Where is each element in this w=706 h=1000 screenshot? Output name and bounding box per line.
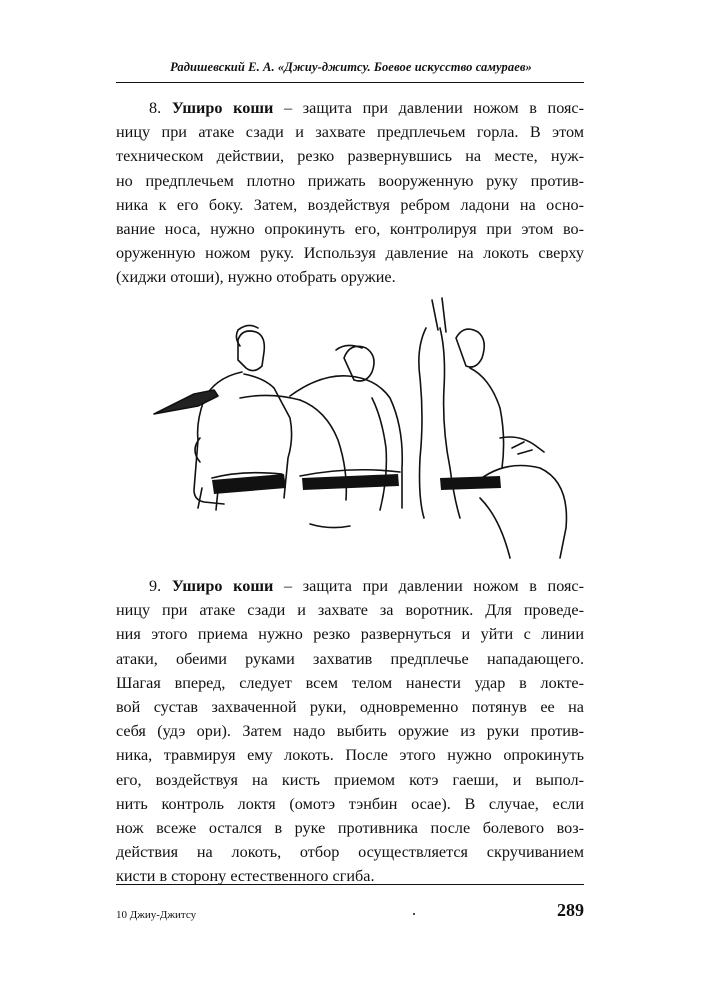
paragraph-line: атаки, обеими руками захватив предплечье нападающего. [116, 649, 584, 668]
belt-icon [212, 474, 286, 494]
paragraph-line: но предплечьем плотно прижать вооруженную руку против- [116, 171, 584, 190]
paragraph-line: оруженную ножом руку. Используя давление на локоть сверху [116, 244, 584, 263]
paragraph-line: вой сустав захваченной руки, одновременно потянув ее на [116, 698, 584, 717]
paragraph-line: себя (удэ ори). Затем надо выбить оружие из руки против- [116, 722, 584, 741]
paragraph-line: 8. Уширо коши – защита при давлении ножом в пояс- [149, 99, 585, 117]
figure-attacker-left [240, 345, 402, 527]
paragraph-line: кисти в сторону естественного сгиба. [116, 867, 375, 886]
paragraph-line: техническом действии, резко развернувшись на месте, нуж- [116, 147, 584, 166]
footer-rule [116, 884, 584, 885]
footer-signature: 10 Джиу-Джитсу [116, 909, 197, 921]
item-number: 8. [149, 99, 162, 117]
paragraph-line: ника к его боку. Затем, воздействуя ребром ладони на осно- [116, 195, 584, 214]
paragraph-line: ницу при атаке сзади и захвате за воротник. Для проведе- [116, 601, 584, 620]
header-rule [116, 82, 584, 83]
paragraph-line: (хиджи отоши), нужно отобрать оружие. [116, 268, 396, 287]
page-number: 289 [557, 900, 584, 920]
item-number: 9. [149, 577, 162, 595]
running-head: Радишевский Е. А. «Джиу-джитсу. Боевое искусство самураев» [170, 60, 532, 74]
paragraph-line: Шагая вперед, следует всем телом нанести удар в локте- [116, 673, 584, 692]
stray-dot [413, 913, 415, 915]
paragraph-9 [116, 574, 584, 889]
technique-illustration [140, 288, 570, 563]
technique-term: Уширо коши [171, 577, 274, 595]
paragraph-line: ния этого приема нужно резко развернуться и уйти с линии [116, 625, 584, 644]
paragraph-line: ницу при атаке сзади и захвате предплечьем горла. В этом [116, 123, 584, 142]
paragraph-line: ника, травмируя ему локоть. После этого нужно опрокинуть [116, 746, 584, 765]
paragraph-line: вание носа, нужно опрокинуть его, контролируя при этом во- [116, 220, 584, 239]
paragraph-line: действия на локоть, отбор осуществляется скручиванием [116, 843, 584, 862]
paragraph-8 [116, 96, 584, 290]
paragraph-line: 9. Уширо коши – защита при давлении ножом в пояс- [149, 577, 585, 595]
technique-term: Уширо коши [171, 99, 274, 117]
knife-icon [154, 390, 218, 414]
paragraph-line: нож всеже остался в руке противника после болевого воз- [116, 819, 584, 838]
belt-icon [440, 476, 501, 490]
paragraph-line: нить контроль локтя (омотэ тэнбин осае). В случае, если [116, 794, 584, 813]
paragraph-line: его, воздействуя на кисть приемом котэ гаеши, и выпол- [116, 770, 584, 789]
